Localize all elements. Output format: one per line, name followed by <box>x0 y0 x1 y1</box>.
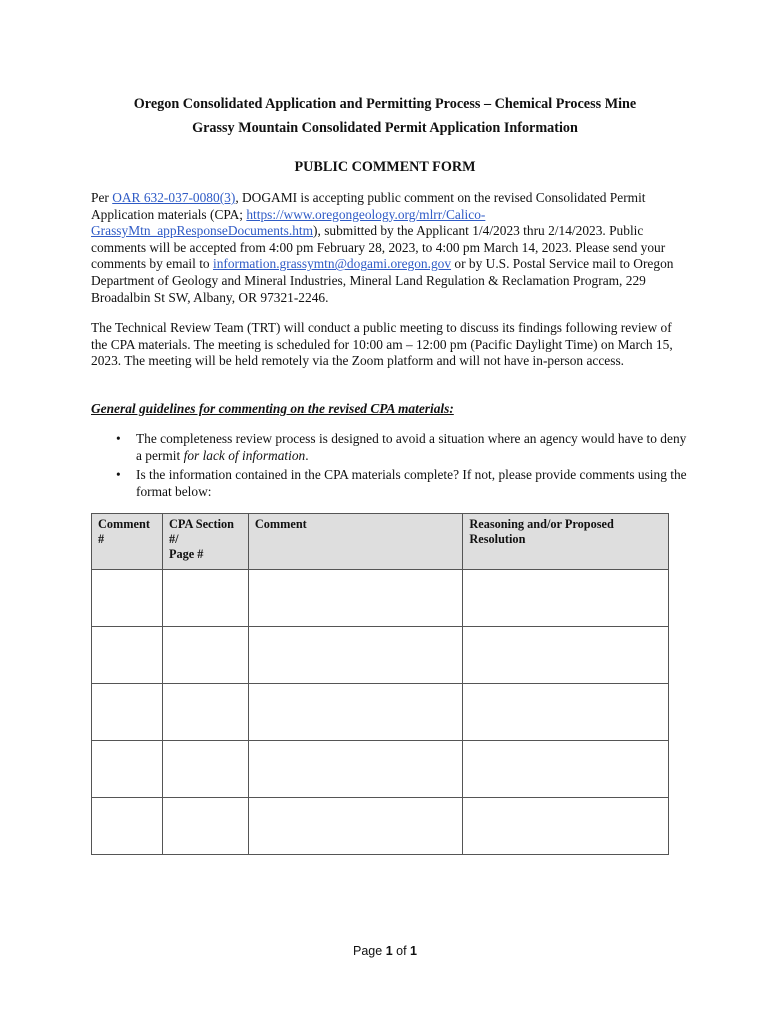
total-pages-number: 1 <box>410 944 417 958</box>
comment-number-cell[interactable] <box>92 741 163 798</box>
document-title-line-1: Oregon Consolidated Application and Permitting Process – Chemical Process Mine <box>133 96 637 112</box>
cpa-section-cell[interactable] <box>162 741 248 798</box>
comment-number-cell[interactable] <box>92 798 163 855</box>
page-word: Page <box>353 944 383 958</box>
comment-cell[interactable] <box>248 570 463 627</box>
bullet-1-italic: for lack of information <box>183 447 306 463</box>
comment-number-cell[interactable] <box>92 627 163 684</box>
comment-cell[interactable] <box>248 741 463 798</box>
comment-number-cell[interactable] <box>92 684 163 741</box>
bullet-icon: • <box>116 467 121 483</box>
header-comment-number: Comment # <box>92 514 163 570</box>
table-row <box>92 798 669 855</box>
of-word: of <box>396 944 407 958</box>
form-title: PUBLIC COMMENT FORM <box>294 159 476 175</box>
reasoning-cell[interactable] <box>463 798 669 855</box>
reasoning-cell[interactable] <box>463 684 669 741</box>
table-row <box>92 570 669 627</box>
meeting-paragraph: The Technical Review Team (TRT) will conduct a public meeting to discuss its findings following review of the CPA materials. The meeting is scheduled for 10:00 am – 12:00 pm (Pacific Daylight Time) on March 15, 2023. The meeting will be held remotely via the Zoom platform and will not have in-person access. <box>91 320 673 369</box>
intro-text-3: or by U.S. Postal Service mail to Oregon Department of Geology and Mineral Industries, Mineral Land Regulation & Reclamation Program, 229 Broadalbin St SW, Albany, OR 97321-2246. <box>91 256 674 305</box>
intro-prefix: Per <box>91 190 113 205</box>
intro-text-1: , DOGAMI is accepting public comment on the revised Consolidated Permit Application materials (CPA; <box>91 190 646 222</box>
comment-cell[interactable] <box>248 684 463 741</box>
cpa-section-cell[interactable] <box>162 627 248 684</box>
reasoning-cell[interactable] <box>463 741 669 798</box>
cpa-section-cell[interactable] <box>162 684 248 741</box>
cpa-documents-link[interactable]: https://www.oregongeology.org/mlrr/Calico-GrassyMtn_appResponseDocuments.htm <box>91 206 486 239</box>
table-row <box>92 684 669 741</box>
email-link[interactable]: information.grassymtn@dogami.oregon.gov <box>212 256 452 272</box>
oar-rule-link[interactable]: OAR 632-037-0080(3) <box>112 190 236 205</box>
intro-paragraph <box>91 190 691 306</box>
document-title-line-2: Grassy Mountain Consolidated Permit Application Information <box>192 120 578 136</box>
current-page-number: 1 <box>385 944 393 958</box>
bullet-1-end: . <box>305 447 309 463</box>
cpa-section-cell[interactable] <box>162 570 248 627</box>
list-item <box>91 431 691 464</box>
comment-cell[interactable] <box>248 627 463 684</box>
comment-number-cell[interactable] <box>92 570 163 627</box>
guidelines-heading: General guidelines for commenting on the revised CPA materials: <box>91 401 454 416</box>
header-comment: Comment <box>248 514 463 570</box>
cpa-section-cell[interactable] <box>162 798 248 855</box>
table-header-row <box>92 514 669 570</box>
intro-text-2: ), submitted by the Applicant 1/4/2023 thru 2/14/2023. Public comments will be accepted from 4:00 pm February 28, 2023, to 4:00 pm March 14, 2023. Please send your comments by email to <box>91 223 666 272</box>
list-item <box>91 467 691 500</box>
header-reasoning: Reasoning and/or Proposed Resolution <box>463 514 669 570</box>
header-cpa-section: CPA Section #/ Page # <box>162 514 248 570</box>
bullet-1-text: The completeness review process is designed to avoid a situation where an agency would have to deny a permit <box>136 431 687 463</box>
table-row <box>92 741 669 798</box>
bullet-icon: • <box>116 431 121 446</box>
page-footer <box>0 944 770 958</box>
table-row <box>92 627 669 684</box>
comment-cell[interactable] <box>248 798 463 855</box>
reasoning-cell[interactable] <box>463 570 669 627</box>
comment-table <box>91 513 669 855</box>
guidelines-list <box>91 431 691 503</box>
bullet-2-text: Is the information contained in the CPA materials complete? If not, please provide comments using the format below: <box>136 467 687 499</box>
reasoning-cell[interactable] <box>463 627 669 684</box>
